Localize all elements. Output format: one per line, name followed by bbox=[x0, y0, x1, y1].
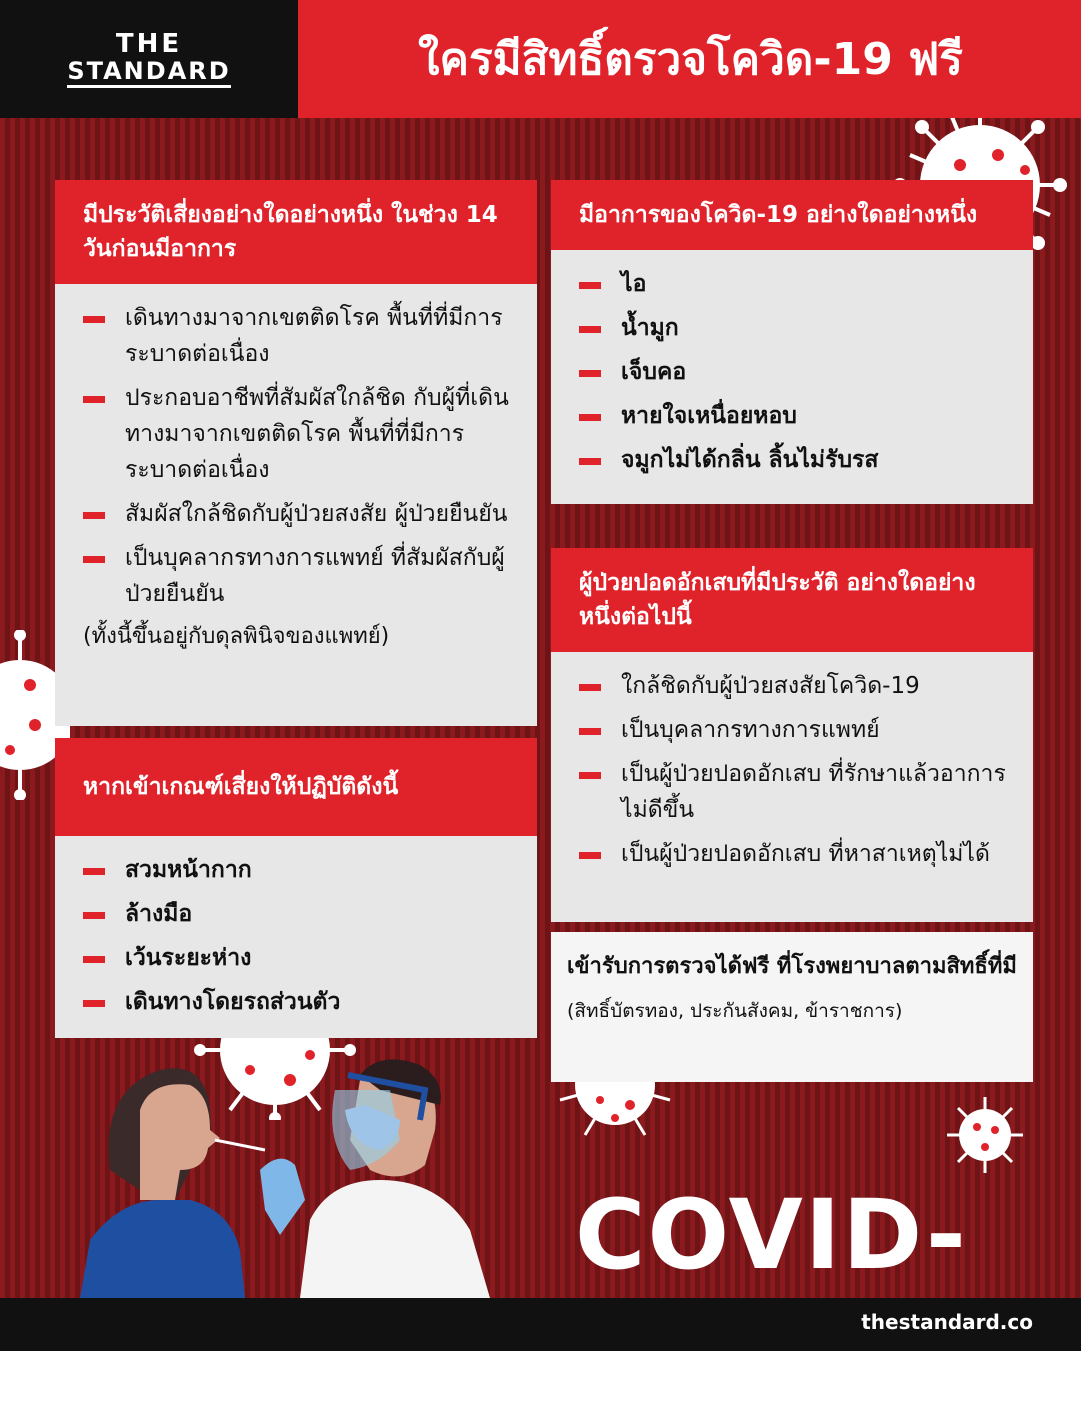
dash-icon bbox=[83, 512, 105, 519]
list-item bbox=[579, 712, 1013, 748]
brand-line-2: STANDARD bbox=[67, 57, 230, 88]
list-item-text: เป็นผู้ป่วยปอดอักเสบ ที่รักษาแล้วอาการไม่ดีขึ้น bbox=[621, 761, 1006, 823]
list-item bbox=[579, 266, 1013, 302]
list-item bbox=[579, 442, 1013, 478]
virus-icon bbox=[555, 1080, 675, 1140]
dash-icon bbox=[579, 728, 601, 735]
list-item-text: ใกล้ชิดกับผู้ป่วยสงสัยโควิด-19 bbox=[621, 673, 920, 699]
list-item-text: เจ็บคอ bbox=[621, 359, 687, 385]
list-item-text: เป็นผู้ป่วยปอดอักเสบ ที่หาสาเหตุไม่ได้ bbox=[621, 841, 990, 867]
risk-history-card bbox=[55, 180, 537, 726]
symptoms-body bbox=[551, 250, 1033, 504]
risk-history-header: มีประวัติเสี่ยงอย่างใดอย่างหนึ่ง ในช่วง 14 วันก่อนมีอาการ bbox=[55, 180, 537, 284]
swab-test-illustration bbox=[80, 1050, 500, 1298]
list-item-text: หายใจเหนื่อยหอบ bbox=[621, 403, 797, 429]
list-item-text: เว้นระยะห่าง bbox=[125, 945, 252, 971]
brand-line-1: THE bbox=[115, 28, 183, 59]
dash-icon bbox=[579, 326, 601, 333]
symptoms-header: มีอาการของโควิด-19 อย่างใดอย่างหนึ่ง bbox=[551, 180, 1033, 250]
dash-icon bbox=[579, 370, 601, 377]
list-item bbox=[83, 852, 517, 888]
dash-icon bbox=[83, 316, 105, 323]
dash-icon bbox=[579, 772, 601, 779]
list-item-text: เป็นบุคลากรทางการแพทย์ bbox=[621, 717, 880, 743]
list-item bbox=[83, 940, 517, 976]
list-item-text: เดินทางมาจากเขตติดโรค พื้นที่ที่มีการระบาดต่อเนื่อง bbox=[125, 305, 503, 367]
list-item bbox=[83, 540, 517, 612]
list-item bbox=[579, 668, 1013, 704]
dash-icon bbox=[83, 912, 105, 919]
free-test-title: เข้ารับการตรวจได้ฟรี ที่โรงพยาบาลตามสิทธิ์ที่มี bbox=[567, 954, 1017, 979]
risk-history-note: (ทั้งนี้ขึ้นอยู่กับดุลพินิจของแพทย์) bbox=[83, 624, 390, 649]
dash-icon bbox=[83, 956, 105, 963]
dash-icon bbox=[579, 458, 601, 465]
dash-icon bbox=[579, 684, 601, 691]
list-item bbox=[579, 398, 1013, 434]
dash-icon bbox=[579, 852, 601, 859]
list-item bbox=[83, 496, 517, 532]
practice-body bbox=[55, 836, 537, 1038]
list-item-text: เป็นบุคลากรทางการแพทย์ ที่สัมผัสกับผู้ป่วยยืนยัน bbox=[125, 545, 505, 607]
page-title: ใครมีสิทธิ์ตรวจโควิด-19 ฟรี bbox=[418, 34, 963, 85]
dash-icon bbox=[579, 282, 601, 289]
footer-url[interactable]: thestandard.co bbox=[861, 1310, 1033, 1334]
practice-card bbox=[55, 738, 537, 1038]
list-item bbox=[579, 756, 1013, 828]
list-item bbox=[579, 836, 1013, 872]
symptoms-card bbox=[551, 180, 1033, 504]
dash-icon bbox=[83, 868, 105, 875]
brand-logo bbox=[0, 0, 298, 118]
dash-icon bbox=[83, 556, 105, 563]
pneumonia-header: ผู้ป่วยปอดอักเสบที่มีประวัติ อย่างใดอย่างหนึ่งต่อไปนี้ bbox=[551, 548, 1033, 652]
covid-big-text: COVID- bbox=[575, 1179, 968, 1291]
free-test-card bbox=[551, 932, 1033, 1082]
virus-icon bbox=[945, 1095, 1025, 1175]
free-test-subtitle: (สิทธิ์บัตรทอง, ประกันสังคม, ข้าราชการ) bbox=[567, 1000, 903, 1022]
pneumonia-body bbox=[551, 652, 1033, 922]
practice-header: หากเข้าเกณฑ์เสี่ยงให้ปฏิบัติดังนี้ bbox=[55, 738, 537, 836]
list-item-text: ไอ bbox=[621, 271, 647, 297]
dash-icon bbox=[83, 1000, 105, 1007]
pneumonia-card bbox=[551, 548, 1033, 922]
list-item-text: สัมผัสใกล้ชิดกับผู้ป่วยสงสัย ผู้ป่วยยืนยัน bbox=[125, 501, 508, 527]
list-item-text: ประกอบอาชีพที่สัมผัสใกล้ชิด กับผู้ที่เดินทางมาจากเขตติดโรค พื้นที่ที่มีการระบาดต่อเนื่อง bbox=[125, 385, 509, 483]
list-item bbox=[83, 896, 517, 932]
dash-icon bbox=[579, 414, 601, 421]
list-item-text: จมูกไม่ได้กลิ่น ลิ้นไม่รับรส bbox=[621, 447, 879, 473]
list-item-text: ล้างมือ bbox=[125, 901, 193, 927]
list-item-text: น้ำมูก bbox=[621, 315, 679, 341]
list-item bbox=[83, 380, 517, 488]
list-item-text: สวมหน้ากาก bbox=[125, 857, 252, 883]
risk-history-body bbox=[55, 284, 537, 726]
list-item bbox=[83, 300, 517, 372]
list-item bbox=[579, 310, 1013, 346]
footer bbox=[0, 1298, 1081, 1351]
dash-icon bbox=[83, 396, 105, 403]
list-item-text: เดินทางโดยรถส่วนตัว bbox=[125, 989, 341, 1015]
list-item bbox=[83, 984, 517, 1020]
list-item bbox=[579, 354, 1013, 390]
